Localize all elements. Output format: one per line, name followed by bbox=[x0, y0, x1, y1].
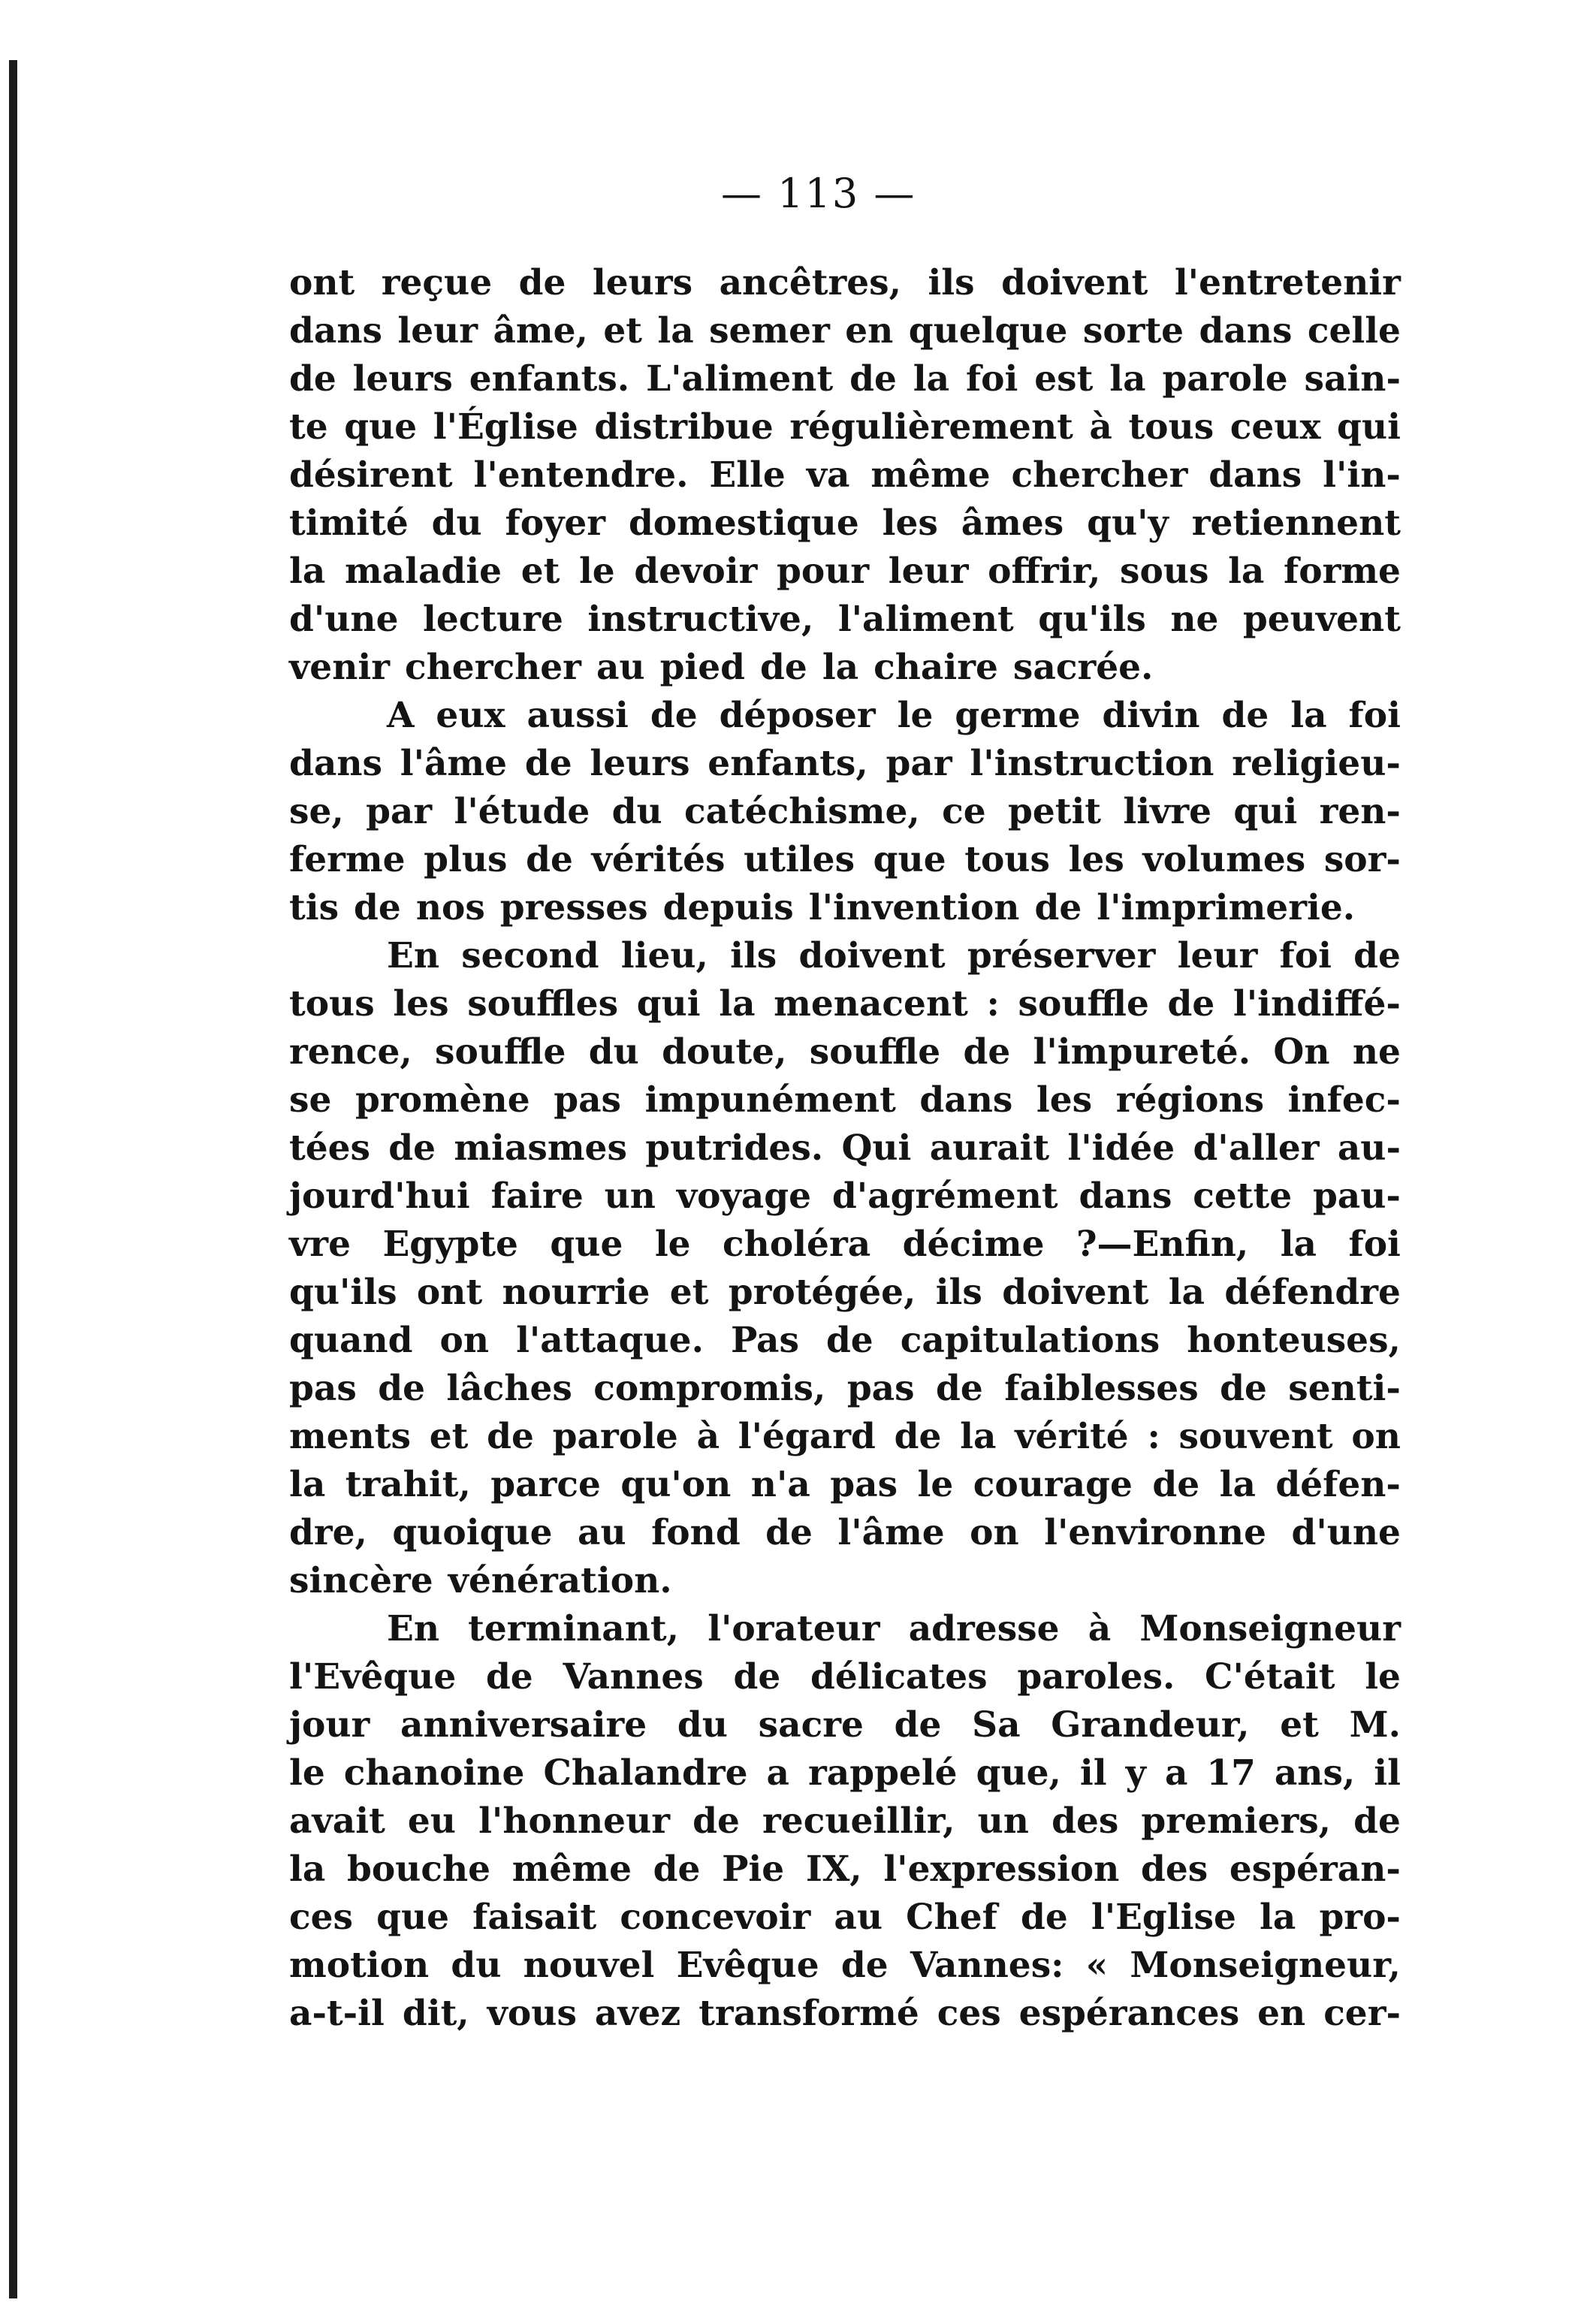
text-line: se, par l'étude du catéchisme, ce petit livre qui ren- bbox=[289, 791, 1401, 832]
text-line: tis de nos presses depuis l'invention de l'imprimerie. bbox=[289, 887, 1356, 928]
text-line: motion du nouvel Evêque de Vannes: « Monseigneur, bbox=[289, 1945, 1401, 1986]
text-line: venir chercher au pied de la chaire sacrée. bbox=[289, 647, 1154, 688]
text-line: la maladie et le devoir pour leur offrir, sous la forme bbox=[289, 551, 1401, 592]
text-line: vre Egypte que le choléra décime ?—Enfin, la foi bbox=[289, 1224, 1401, 1265]
text-line: ments et de parole à l'égard de la vérité : souvent on bbox=[289, 1416, 1401, 1457]
margin-rule bbox=[9, 60, 17, 2298]
text-line: jourd'hui faire un voyage d'agrément dans cette pau- bbox=[289, 1176, 1401, 1217]
text-line: ces que faisait concevoir au Chef de l'Eglise la pro- bbox=[289, 1897, 1401, 1938]
page-number: — 113 — bbox=[721, 170, 916, 217]
text-line: te que l'Église distribue régulièrement à tous ceux qui bbox=[289, 406, 1401, 448]
text-line: d'une lecture instructive, l'aliment qu'ils ne peuvent bbox=[289, 599, 1401, 640]
text-line: pas de lâches compromis, pas de faiblesses de senti- bbox=[289, 1368, 1401, 1409]
text-line: la bouche même de Pie IX, l'expression des espéran- bbox=[289, 1849, 1401, 1890]
text-line: a-t-il dit, vous avez transformé ces espérances en cer- bbox=[289, 1993, 1401, 2034]
text-line: de leurs enfants. L'aliment de la foi est la parole sain- bbox=[289, 358, 1401, 400]
text-line: jour anniversaire du sacre de Sa Grandeur, et M. bbox=[289, 1704, 1401, 1746]
text-line: qu'ils ont nourrie et protégée, ils doivent la défendre bbox=[289, 1272, 1401, 1313]
text-line: ont reçue de leurs ancêtres, ils doivent l'entretenir bbox=[289, 262, 1401, 303]
text-line: ferme plus de vérités utiles que tous les volumes sor- bbox=[289, 839, 1401, 880]
text-line: tous les souffles qui la menacent : souffle de l'indiffé- bbox=[289, 983, 1401, 1025]
text-line: l'Evêque de Vannes de délicates paroles. C'était le bbox=[289, 1656, 1401, 1698]
text-line: rence, souffle du doute, souffle de l'impureté. On ne bbox=[289, 1031, 1401, 1073]
text-line: tées de miasmes putrides. Qui aurait l'idée d'aller au- bbox=[289, 1127, 1401, 1169]
text-line: En terminant, l'orateur adresse à Monseigneur bbox=[387, 1608, 1401, 1649]
text-line: avait eu l'honneur de recueillir, un des premiers, de bbox=[289, 1800, 1401, 1842]
text-line: dans leur âme, et la semer en quelque sorte dans celle bbox=[289, 310, 1401, 352]
text-line: A eux aussi de déposer le germe divin de la foi bbox=[387, 695, 1401, 736]
text-line: quand on l'attaque. Pas de capitulations honteuses, bbox=[289, 1320, 1401, 1361]
text-line: se promène pas impunément dans les régions infec- bbox=[289, 1079, 1401, 1121]
text-line: la trahit, parce qu'on n'a pas le courage de la défen- bbox=[289, 1464, 1401, 1505]
text-line: dre, quoique au fond de l'âme on l'environne d'une bbox=[289, 1512, 1401, 1553]
text-line: En second lieu, ils doivent préserver leur foi de bbox=[387, 935, 1401, 976]
text-line: le chanoine Chalandre a rappelé que, il y a 17 ans, il bbox=[289, 1752, 1401, 1794]
body-text bbox=[289, 259, 1401, 2038]
text-line: dans l'âme de leurs enfants, par l'instruction religieu- bbox=[289, 743, 1401, 784]
text-line: sincère vénération. bbox=[289, 1560, 672, 1601]
text-line: désirent l'entendre. Elle va même chercher dans l'in- bbox=[289, 454, 1401, 496]
text-line: timité du foyer domestique les âmes qu'y retiennent bbox=[289, 503, 1401, 544]
